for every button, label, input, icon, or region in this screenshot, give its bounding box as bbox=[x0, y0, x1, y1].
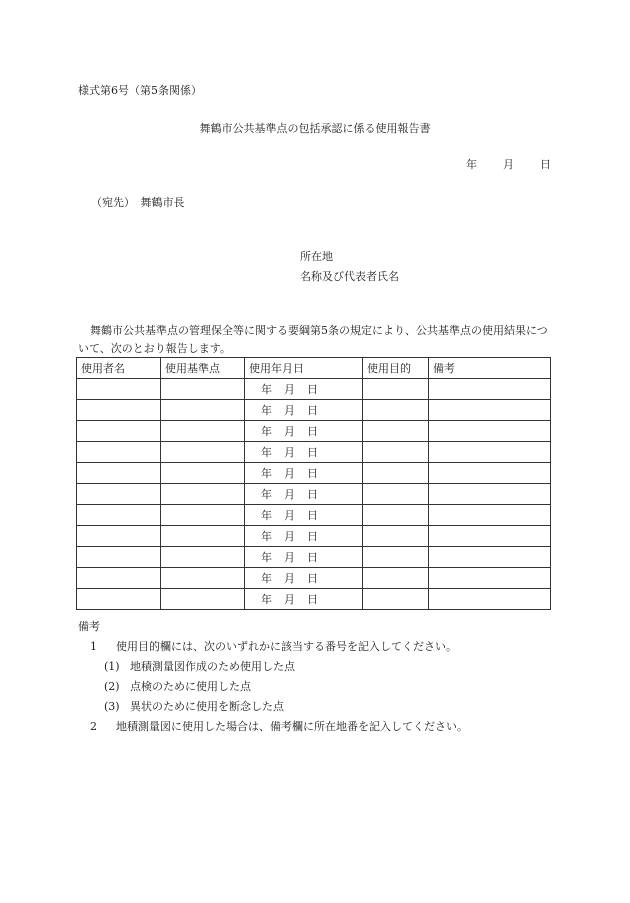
table-header-row bbox=[77, 358, 551, 379]
date-year: 年 bbox=[261, 425, 272, 438]
date-year: 年 bbox=[261, 551, 272, 564]
name-label: 名称及び代表者氏名 bbox=[300, 270, 399, 283]
address-label: 所在地 bbox=[300, 250, 333, 263]
table-row bbox=[77, 589, 551, 610]
date-month: 月 bbox=[284, 530, 295, 543]
cell-user-name[interactable] bbox=[77, 568, 161, 589]
note-item bbox=[90, 638, 457, 654]
table-row bbox=[77, 400, 551, 421]
date-month: 月 bbox=[284, 467, 295, 480]
usage-report-table bbox=[76, 357, 551, 610]
cell-usage-date bbox=[245, 484, 363, 505]
note-number: 2 bbox=[90, 720, 97, 733]
cell-user-name[interactable] bbox=[77, 526, 161, 547]
cell-control-point[interactable] bbox=[161, 379, 245, 400]
date-day: 日 bbox=[307, 446, 318, 459]
date-year: 年 bbox=[261, 404, 272, 417]
cell-purpose[interactable] bbox=[363, 379, 429, 400]
date-day: 日 bbox=[307, 572, 318, 585]
cell-remarks[interactable] bbox=[429, 442, 551, 463]
note-sub-item bbox=[104, 678, 251, 694]
header-purpose: 使用目的 bbox=[363, 358, 429, 379]
cell-purpose[interactable] bbox=[363, 442, 429, 463]
note-sub-item bbox=[104, 698, 284, 714]
date-year: 年 bbox=[261, 509, 272, 522]
cell-control-point[interactable] bbox=[161, 400, 245, 421]
cell-purpose[interactable] bbox=[363, 400, 429, 421]
cell-user-name[interactable] bbox=[77, 421, 161, 442]
date-year: 年 bbox=[261, 383, 272, 396]
cell-remarks[interactable] bbox=[429, 421, 551, 442]
cell-purpose[interactable] bbox=[363, 484, 429, 505]
cell-purpose[interactable] bbox=[363, 526, 429, 547]
header-remarks: 備考 bbox=[429, 358, 551, 379]
date-day: 日 bbox=[307, 509, 318, 522]
form-number: 様式第6号（第5条関係） bbox=[78, 84, 202, 97]
date-year: 年 bbox=[261, 467, 272, 480]
note-item bbox=[90, 718, 468, 734]
cell-user-name[interactable] bbox=[77, 442, 161, 463]
cell-user-name[interactable] bbox=[77, 379, 161, 400]
cell-user-name[interactable] bbox=[77, 484, 161, 505]
note-text: 地積測量図に使用した場合は、備考欄に所在地番を記入してください。 bbox=[116, 720, 468, 733]
cell-remarks[interactable] bbox=[429, 379, 551, 400]
cell-usage-date bbox=[245, 379, 363, 400]
cell-usage-date bbox=[245, 526, 363, 547]
date-month: 月 bbox=[284, 446, 295, 459]
cell-purpose[interactable] bbox=[363, 421, 429, 442]
date-year: 年 bbox=[466, 158, 477, 171]
header-user-name: 使用者名 bbox=[77, 358, 161, 379]
date-day: 日 bbox=[307, 467, 318, 480]
cell-user-name[interactable] bbox=[77, 505, 161, 526]
date-month: 月 bbox=[284, 593, 295, 606]
cell-usage-date bbox=[245, 442, 363, 463]
table-row bbox=[77, 484, 551, 505]
date-month: 月 bbox=[284, 572, 295, 585]
date-year: 年 bbox=[261, 572, 272, 585]
cell-usage-date bbox=[245, 568, 363, 589]
cell-remarks[interactable] bbox=[429, 400, 551, 421]
date-month: 月 bbox=[284, 425, 295, 438]
cell-remarks[interactable] bbox=[429, 568, 551, 589]
cell-user-name[interactable] bbox=[77, 547, 161, 568]
cell-control-point[interactable] bbox=[161, 568, 245, 589]
sub-item-text: 点検のために使用した点 bbox=[130, 680, 251, 693]
date-month: 月 bbox=[284, 551, 295, 564]
cell-user-name[interactable] bbox=[77, 400, 161, 421]
date-day: 日 bbox=[307, 593, 318, 606]
table-row bbox=[77, 421, 551, 442]
table-row bbox=[77, 526, 551, 547]
cell-control-point[interactable] bbox=[161, 526, 245, 547]
sub-item-number: (2) bbox=[104, 680, 120, 693]
date-year: 年 bbox=[261, 530, 272, 543]
date-month: 月 bbox=[284, 404, 295, 417]
date-month: 月 bbox=[284, 383, 295, 396]
cell-remarks[interactable] bbox=[429, 589, 551, 610]
date-month: 月 bbox=[503, 158, 514, 171]
date-year: 年 bbox=[261, 593, 272, 606]
table-row bbox=[77, 379, 551, 400]
body-text: 舞鶴市公共基準点の管理保全等に関する要綱第5条の規定により、公共基準点の使用結果について、次のとおり報告します。 bbox=[78, 324, 548, 355]
note-sub-item bbox=[104, 658, 295, 674]
cell-purpose[interactable] bbox=[363, 568, 429, 589]
cell-purpose[interactable] bbox=[363, 589, 429, 610]
cell-usage-date bbox=[245, 547, 363, 568]
table-row bbox=[77, 547, 551, 568]
cell-user-name[interactable] bbox=[77, 589, 161, 610]
date-day: 日 bbox=[307, 488, 318, 501]
document-title: 舞鶴市公共基準点の包括承認に係る使用報告書 bbox=[199, 122, 431, 135]
cell-control-point[interactable] bbox=[161, 547, 245, 568]
date-month: 月 bbox=[284, 509, 295, 522]
cell-purpose[interactable] bbox=[363, 505, 429, 526]
cell-usage-date bbox=[245, 589, 363, 610]
header-usage-date: 使用年月日 bbox=[245, 358, 363, 379]
table-row bbox=[77, 463, 551, 484]
cell-remarks[interactable] bbox=[429, 505, 551, 526]
date-day: 日 bbox=[307, 425, 318, 438]
cell-control-point[interactable] bbox=[161, 505, 245, 526]
cell-purpose[interactable] bbox=[363, 547, 429, 568]
cell-control-point[interactable] bbox=[161, 463, 245, 484]
sub-item-number: (3) bbox=[104, 700, 120, 713]
date-month: 月 bbox=[284, 488, 295, 501]
table-row bbox=[77, 568, 551, 589]
date-day: 日 bbox=[307, 530, 318, 543]
cell-control-point[interactable] bbox=[161, 484, 245, 505]
cell-purpose[interactable] bbox=[363, 463, 429, 484]
sub-item-number: (1) bbox=[104, 660, 120, 673]
cell-remarks[interactable] bbox=[429, 547, 551, 568]
note-number: 1 bbox=[90, 640, 97, 653]
cell-usage-date bbox=[245, 463, 363, 484]
cell-control-point[interactable] bbox=[161, 589, 245, 610]
date-day: 日 bbox=[307, 383, 318, 396]
header-control-point: 使用基準点 bbox=[161, 358, 245, 379]
notes-title: 備考 bbox=[78, 620, 100, 633]
table-row bbox=[77, 442, 551, 463]
date-day: 日 bbox=[540, 158, 551, 171]
table-row bbox=[77, 505, 551, 526]
addressee: （宛先） 舞鶴市長 bbox=[91, 196, 185, 209]
cell-remarks[interactable] bbox=[429, 463, 551, 484]
cell-usage-date bbox=[245, 505, 363, 526]
cell-remarks[interactable] bbox=[429, 484, 551, 505]
cell-user-name[interactable] bbox=[77, 463, 161, 484]
cell-control-point[interactable] bbox=[161, 442, 245, 463]
sub-item-text: 異状のために使用を断念した点 bbox=[130, 700, 284, 713]
sub-item-text: 地積測量図作成のため使用した点 bbox=[130, 660, 295, 673]
note-text: 使用目的欄には、次のいずれかに該当する番号を記入してください。 bbox=[116, 640, 457, 653]
cell-usage-date bbox=[245, 400, 363, 421]
cell-usage-date bbox=[245, 421, 363, 442]
cell-control-point[interactable] bbox=[161, 421, 245, 442]
cell-remarks[interactable] bbox=[429, 526, 551, 547]
date-day: 日 bbox=[307, 404, 318, 417]
date-year: 年 bbox=[261, 446, 272, 459]
date-year: 年 bbox=[261, 488, 272, 501]
report-date bbox=[466, 156, 551, 172]
date-day: 日 bbox=[307, 551, 318, 564]
